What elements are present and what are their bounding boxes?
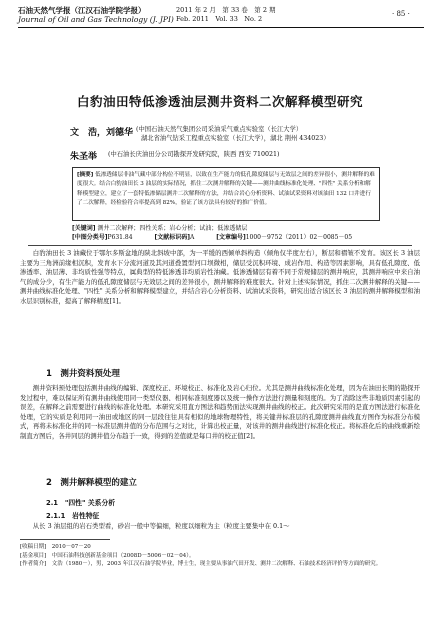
- keywords: [72, 224, 382, 233]
- footnote-received: [收稿日期] 2010－07－20: [20, 544, 91, 550]
- abstract-divider: [28, 245, 412, 246]
- abstract-label: [摘要]: [77, 172, 94, 178]
- abstract-box: [72, 167, 380, 221]
- header-rule: [18, 27, 424, 28]
- doc-code-label: [文献标识码]: [154, 234, 190, 241]
- keywords-label: [关键词]: [72, 225, 96, 232]
- subsection-2-1-heading: 2.1 "四性" 关系分析: [46, 499, 116, 507]
- keywords-text: 测井二次解释；四性关系；岩心分析；试油；低渗透储层: [97, 225, 248, 232]
- journal-name-cn: 石油天然气学报（江汉石油学院学报）: [18, 6, 146, 15]
- clc-label: [中图分类号]: [72, 234, 108, 241]
- affiliation-1: [136, 126, 416, 143]
- affiliation-2: (中石油长庆油田分公司勘探开发研究院，陕西 西安 710021): [108, 151, 280, 158]
- paper-title: 白豹油田特低渗透油层测井资料二次解释模型研究: [76, 94, 363, 109]
- abstract-text: 低渗透储层非油气藏中部分构位不明显，以致在生产能力的低孔隙度储层与无效层之间的差异很小，测井解释的难度很大。结合白豹油田长 3 油层的实际情况，抓住二次测井解释的关键——测井曲线标准化处理、"四性" 关系分析和解释模型建立，建立了一套特低渗储层测井二次解释的方法，并结合岩心分析资料、试油试采资料对该油田 132 口井进行了二次解释，经检验符合率提高到 82%，验证了该方法具有较好的推广价值。: [77, 172, 375, 207]
- affiliation-1-line-2: 湖北省油气钻采工程重点实验室（长江大学），湖北 荆州 434023）: [141, 134, 330, 142]
- footnote-fund: [基金项目] 中国石油科技创新基金项目（2008D－5006－02－04）。: [20, 552, 195, 559]
- article-no-label: [文章编号]: [216, 234, 246, 241]
- section-1-heading: 1 测井资料预处理: [46, 369, 120, 379]
- footnote-rule: [20, 539, 110, 540]
- issue-info: [176, 6, 276, 24]
- doc-code-value: A: [189, 234, 195, 241]
- section-1-paragraph: 测井资料预处理包括测井曲线的编辑、深度校正、环境校正、标准化及岩心归位。尤其是测井曲线标准化处理，因为在油田长期的勘探开发过程中，难以保证所有测井曲线使用同一类型仪器、相同标准刻度器以及统一操作方法进行测量和刻度的。为了消除这些非地质因素引起的误差，在解释之前需要进行曲线的标准化处理。本研究采用直方图法和趋势面法实现测井曲线的校正。此次研究采用的是直方图法进行标准化处理，它的实质是利用同一油田或地区的同一层段往往具有相似的地球物理特性，将关键井标准层的孔隙度测井曲线直方图作为标准分布模式，再将未标准化井的同一标准层测井值的分布范围与之对比，计算出校正量，对该井的测井曲线进行标准化校正。将标准化后的曲线重新绘制直方图后，各井同层的测井值分布趋于一致，得到的差值就是每口井的校正值[2]。: [20, 384, 420, 440]
- affiliation-1-line-1: (中国石油天然气集团公司采油采气重点实验室（长江大学）: [136, 126, 303, 133]
- authors-line-1: 文 浩，刘德华: [70, 128, 134, 138]
- issue-cn: 2011 年 2 月 第 33 卷 第 2 期: [176, 6, 276, 14]
- footnotes: [20, 543, 420, 569]
- section-2-heading: 2 测井解释模型的建立: [46, 478, 137, 488]
- subsection-2-1-1-heading: 2.1.1 岩性特征: [46, 512, 100, 520]
- page-number: · 85 ·: [392, 10, 410, 18]
- article-no-value: 1000－9752（2011）02－0085－05: [245, 234, 353, 241]
- issue-en: Feb. 2011 Vol. 33 No. 2: [176, 15, 263, 23]
- footnote-bio: [作者简介] 文浩（1980－），男，2003 年江汉石油学院毕业，博士生，现主要从事油气田开发、测井二次解释、石油技术经济评价等方面的研究。: [20, 561, 382, 568]
- authors-line-2: 朱圣举: [70, 152, 98, 162]
- section-2-paragraph: 从长 3 油层组的岩石类型看，砂岩一般中等偏细，粒度以细粒为主（粒度主要集中在 0.1～: [32, 522, 290, 530]
- classification-info: [72, 233, 382, 242]
- clc-value: P631.84: [107, 234, 133, 241]
- intro-paragraph: 白豹油田长 3 油藏位于鄂尔多斯盆地的陕北斜坡中部，为一平缓的西倾单斜构造（倾角仅半度左右），断层和褶皱不发育。该区长 3 油层主要为三角洲前缘相沉积，发育水下分流河道及其河道叠置型河口坝微相，储层受沉积环境、成岩作用、构造等因素影响，具有低孔隙度、低渗透率、油层薄、非均质性强等特点，属典型的特低渗透非均质岩性油藏。低渗透储层有着不同于常规储层的测井响应，其测井响应中来自油气的成分少，有生产能力的低孔隙度储层与无效层之间的差异很小，测井解释的难度很大。针对上述实际情况，抓住二次测井解释的关键——测井曲线标准化处理、"四性" 关系分析和解释模型建立，并结合岩心分析资料、试油试采资料，研究出适合该区长 3 油层的测井解释模型和油水层识别标准，提高了解释精度[1]。: [20, 249, 420, 305]
- journal-name-en: Journal of Oil and Gas Technology (J. JPI): [18, 15, 174, 24]
- journal-header: [18, 6, 174, 24]
